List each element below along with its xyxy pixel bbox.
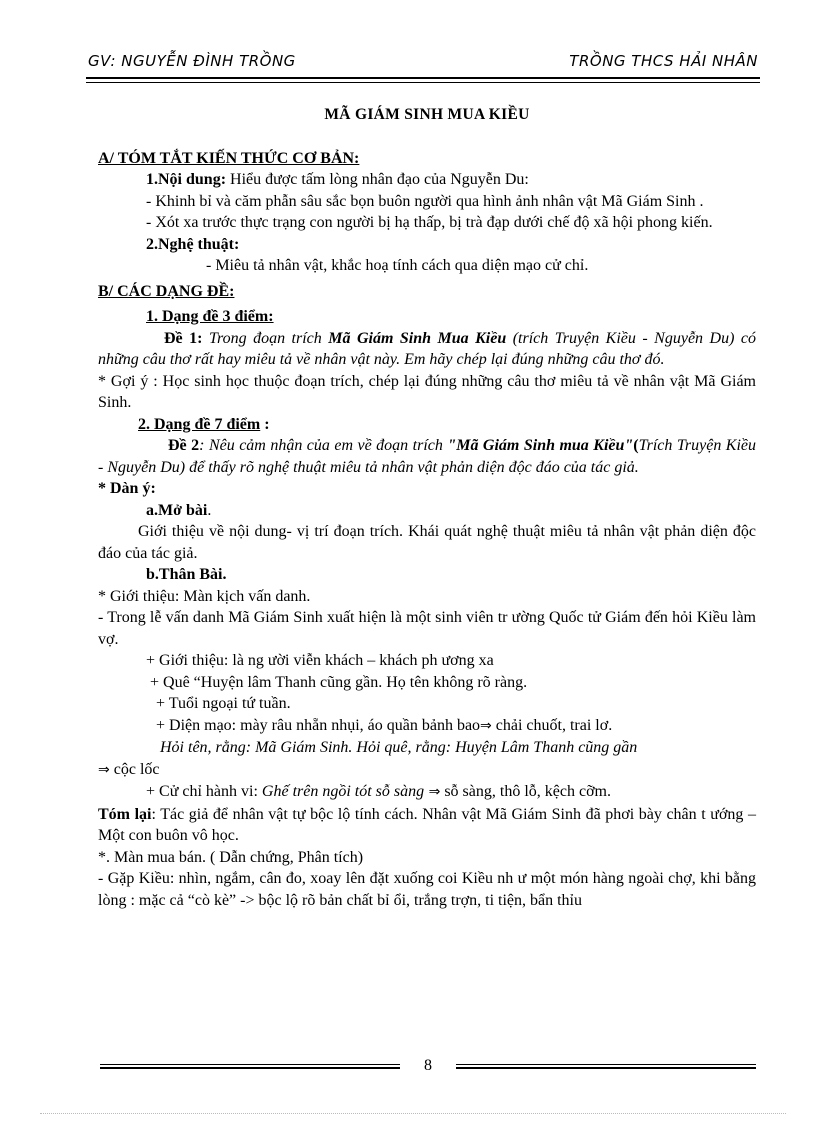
bullet-khinh-bi: - Khinh bỉ và căm phẫn sâu sắc bọn buôn người qua hình ảnh nhân vật Mã Giám Sinh .	[146, 192, 704, 210]
gioi-thieu: * Giới thiệu: Màn kịch vấn danh.	[98, 587, 311, 605]
than-bai-label: b.Thân Bài.	[146, 566, 227, 583]
bullet-xot-xa: - Xót xa trước thực trạng con người bị hạ thấp, bị trà đạp dưới chế độ xã hội phong kiến.	[146, 214, 713, 231]
section-b-heading: B/ CÁC DẠNG ĐỀ:	[98, 282, 235, 300]
point-tuoi: + Tuổi ngoại tứ tuần.	[156, 695, 291, 712]
page-title: MÃ GIÁM SINH MUA KIỀU	[324, 106, 530, 123]
point-cu-chi: + Cử chỉ hành vi: Ghế trên ngồi tót sỗ sàng ⇒ sỗ sàng, thô lỗ, kệch cỡm.	[146, 783, 611, 800]
dan-y: * Dàn ý:	[98, 480, 156, 497]
content-line: 1.Nội dung: Hiểu được tấm lòng nhân đạo của Nguyễn Du:	[146, 171, 529, 188]
tom-lai: Tóm lại: Tác giả để nhân vật tự bộc lộ tính cách. Nhân vật Mã Giám Sinh đã phơi bày chân t ướng – Một con buôn vô học.	[98, 805, 756, 844]
section-a-heading: A/ TÓM TẮT KIẾN THỨC CƠ BẢN:	[98, 149, 360, 167]
mo-bai-text: Giới thiệu về nội dung- vị trí đoạn trích. Khái quát nghệ thuật miêu tả nhân vật phản diện độc đáo của tác giả.	[98, 523, 756, 562]
hoi-ten: Hỏi tên, rằng: Mã Giám Sinh. Hỏi quê, rằng: Huyện Lâm Thanh cũng gần	[160, 739, 638, 756]
footer-rule-left	[100, 1058, 400, 1069]
type1-heading: 1. Dạng đề 3 điểm:	[146, 308, 274, 325]
page-edge	[40, 1113, 786, 1114]
header-school: TRỒNG THCS HẢI NHÂN	[569, 52, 758, 70]
coc-loc: ⇒ cộc lốc	[98, 760, 160, 778]
mo-bai-label: a.Mở bài.	[146, 501, 212, 519]
footer-rule-right	[456, 1058, 756, 1069]
point-que: + Quê “Huyện lâm Thanh cũng gần. Họ tên không rõ ràng.	[150, 673, 528, 691]
implies-arrow-icon: ⇒	[98, 761, 110, 778]
page-number: 8	[424, 1057, 432, 1074]
goi-y: * Gợi ý : Học sinh học thuộc đoạn trích, chép lại đúng những câu thơ miêu tả về nhân vật Mã Giám Sinh.	[98, 372, 756, 411]
de2: Đề 2: Nêu cảm nhận của em về đoạn trích "Mã Giám Sinh mua Kiều"(Trích Truyện Kiều - Nguyễn Du) để thấy rõ nghệ thuật miêu tả nhân vật phản diện độc đáo của tác giả.	[98, 437, 757, 476]
document-body	[98, 104, 756, 911]
art-text: - Miêu tả nhân vật, khắc hoạ tính cách qua diện mạo cử chỉ.	[206, 257, 589, 274]
man-mua-ban: *. Màn mua bán. ( Dẫn chứng, Phân tích)	[98, 848, 364, 866]
header-teacher: GV: NGUYỄN ĐÌNH TRỒNG	[88, 52, 296, 70]
de1: Đề 1: Trong đoạn trích Mã Giám Sinh Mua Kiều (trích Truyện Kiều - Nguyễn Du) có những câu thơ rất hay miêu tả về nhân vật này. Em hãy chép lại đúng những câu thơ đó.	[98, 329, 757, 368]
page-footer	[100, 1058, 756, 1078]
trong-le-van-danh: - Trong lễ vấn danh Mã Giám Sinh xuất hiện là một sinh viên tr ường Quốc tử Giám đến hỏi Kiều làm vợ.	[98, 609, 756, 648]
implies-arrow-icon: ⇒	[424, 784, 441, 800]
point-gioi-thieu: + Giới thiệu: là ng ười viễn khách – khách ph ương xa	[146, 652, 494, 669]
type2-heading: 2. Dạng đề 7 điểm :	[138, 415, 270, 433]
header-rule	[86, 77, 760, 79]
header-rule-thin	[86, 82, 760, 83]
implies-arrow-icon: ⇒	[480, 717, 492, 734]
art-label: 2.Nghệ thuật:	[146, 235, 240, 253]
gap-kieu: - Gặp Kiều: nhìn, ngắm, cân đo, xoay lên đặt xuống coi Kiều nh ư một món hàng ngoài chợ, khi bằng lòng : mặc cả “cò kè” -> bộc lộ rõ bản chất bỉ ổi, trắng trợn, ti tiện, bẩn thỉu	[98, 870, 756, 909]
point-dien-mao: + Diện mạo: mày râu nhẵn nhụi, áo quần bảnh bao⇒ chải chuốt, trai lơ.	[156, 716, 613, 734]
